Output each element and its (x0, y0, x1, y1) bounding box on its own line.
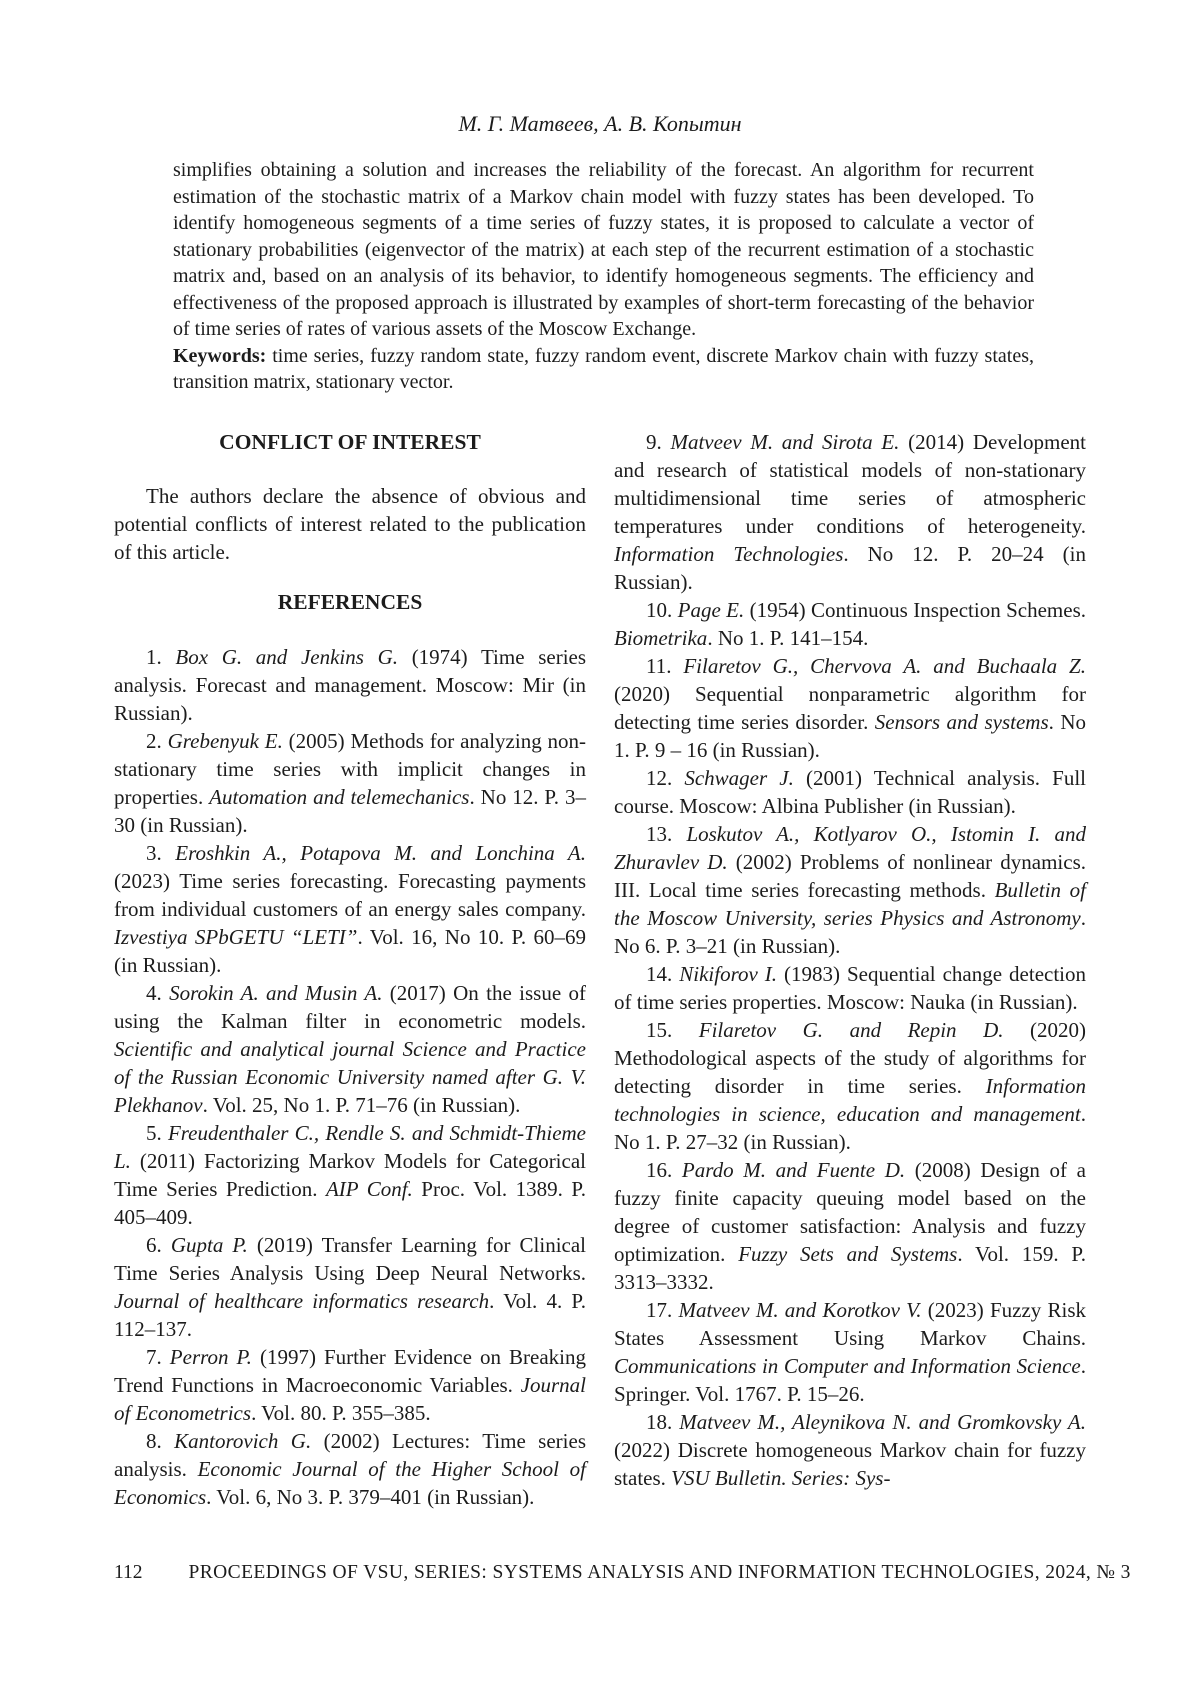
reference-item: 16. Pardo M. and Fuente D. (2008) Design of a fuzzy finite capacity queuing model based on the degree of customer satisfaction: Analysis and fuzzy optimization. Fuzzy Sets and Systems. Vol. 159. P. 3313–3332. (614, 1158, 1086, 1294)
reference-item: 17. Matveev M. and Korotkov V. (2023) Fuzzy Risk States Assessment Using Markov Chains. Communications in Computer and Information Science. Springer. Vol. 1767. P. 15–26. (614, 1298, 1087, 1406)
references-heading: REFERENCES (277, 590, 423, 614)
two-column-layout (114, 428, 1086, 1511)
reference-item: 8. Kantorovich G. (2002) Lectures: Time series analysis. Economic Journal of the Higher School of Economics. Vol. 6, No 3. P. 379–401 (in Russian). (114, 1429, 586, 1509)
column-left (114, 428, 586, 1511)
references-list-right (614, 428, 1086, 1492)
reference-item: 4. Sorokin A. and Musin A. (2017) On the issue of using the Kalman filter in econometric models. Scientific and analytical journal Science and Practice of the Russian Economic University named after G. V. Plekhanov. Vol. 25, No 1. P. 71–76 (in Russian). (114, 981, 586, 1117)
column-right (614, 428, 1086, 1511)
reference-item: 10. Page E. (1954) Continuous Inspection Schemes. Biometrika. No 1. P. 141–154. (614, 598, 1086, 650)
conflict-of-interest-text: The authors declare the absence of obvious and potential conflicts of interest related to the publication of this article. (114, 484, 586, 564)
reference-item: 13. Loskutov A., Kotlyarov O., Istomin I. and Zhuravlev D. (2002) Problems of nonlinear dynamics. III. Local time series forecasting methods. Bulletin of the Moscow University, series Physics and Astronomy. No 6. P. 3–21 (in Russian). (614, 822, 1086, 958)
reference-item: 9. Matveev M. and Sirota E. (2014) Development and research of statistical models of non-stationary multidimensional time series of atmospheric temperatures under conditions of heterogeneity. Information Technologies. No 12. P. 20–24 (in Russian). (614, 430, 1087, 594)
reference-item: 3. Eroshkin A., Potapova M. and Lonchina A. (2023) Time series forecasting. Forecasting payments from individual customers of an energy sales company. Izvestiya SPbGETU “LETI”. Vol. 16, No 10. P. 60–69 (in Russian). (114, 841, 586, 977)
reference-item: 18. Matveev M., Aleynikova N. and Gromkovsky A. (2022) Discrete homogeneous Markov chain for fuzzy states. VSU Bulletin. Series: Sys- (614, 1410, 1086, 1490)
conflict-of-interest-heading: CONFLICT OF INTEREST (219, 430, 481, 454)
reference-item: 11. Filaretov G., Chervova A. and Buchaala Z. (2020) Sequential nonparametric algorithm for detecting time series disorder. Sensors and systems. No 1. P. 9 – 16 (in Russian). (614, 654, 1086, 762)
journal-title-line: PROCEEDINGS OF VSU, SERIES: SYSTEMS ANALYSIS AND INFORMATION TECHNOLOGIES, 2024, № 3 (188, 1562, 1131, 1583)
abstract-block (173, 157, 1034, 396)
reference-item: 1. Box G. and Jenkins G. (1974) Time series analysis. Forecast and management. Moscow: Mir (in Russian). (114, 645, 587, 725)
page-footer (114, 1560, 1131, 1586)
reference-item: 2. Grebenyuk E. (2005) Methods for analyzing non-stationary time series with implicit changes in properties. Automation and telemechanics. No 12. P. 3–30 (in Russian). (114, 729, 587, 837)
keywords-label: Keywords: (173, 344, 267, 367)
references-list-left (114, 643, 586, 1511)
reference-item: 7. Perron P. (1997) Further Evidence on Breaking Trend Functions in Macroeconomic Variables. Journal of Econometrics. Vol. 80. P. 355–385. (114, 1345, 586, 1425)
keywords-text: time series, fuzzy random state, fuzzy random event, discrete Markov chain with fuzzy states, transition matrix, stationary vector. (173, 344, 1034, 393)
reference-item: 5. Freudenthaler C., Rendle S. and Schmidt-Thieme L. (2011) Factorizing Markov Models for Categorical Time Series Prediction. AIP Conf. Proc. Vol. 1389. P. 405–409. (114, 1121, 587, 1229)
reference-item: 14. Nikiforov I. (1983) Sequential change detection of time series properties. Moscow: Nauka (in Russian). (614, 962, 1087, 1014)
reference-item: 15. Filaretov G. and Repin D. (2020) Methodological aspects of the study of algorithms for detecting disorder in time series. Information technologies in science, education and management. No 1. P. 27–32 (in Russian). (614, 1018, 1086, 1154)
page-header-authors: М. Г. Матвеев, А. В. Копытин (458, 111, 742, 136)
reference-item: 6. Gupta P. (2019) Transfer Learning for Clinical Time Series Analysis Using Deep Neural Networks. Journal of healthcare informatics research. Vol. 4. P. 112–137. (114, 1233, 587, 1341)
keywords-paragraph (173, 343, 1034, 396)
abstract-text: simplifies obtaining a solution and increases the reliability of the forecast. An algorithm for recurrent estimation of the stochastic matrix of a Markov chain model with fuzzy states has been developed. To identify homogeneous segments of a time series of fuzzy states, it is proposed to calculate a vector of stationary probabilities (eigenvector of the matrix) at each step of the recurrent estimation of a stochastic matrix and, based on an analysis of its behavior, to identify homogeneous segments. The efficiency and effectiveness of the proposed approach is illustrated by examples of short-term forecasting of the behavior of time series of rates of various assets of the Moscow Exchange. (173, 159, 1034, 340)
reference-item: 12. Schwager J. (2001) Technical analysis. Full course. Moscow: Albina Publisher (in Russian). (614, 766, 1086, 818)
page-number: 112 (114, 1562, 143, 1583)
